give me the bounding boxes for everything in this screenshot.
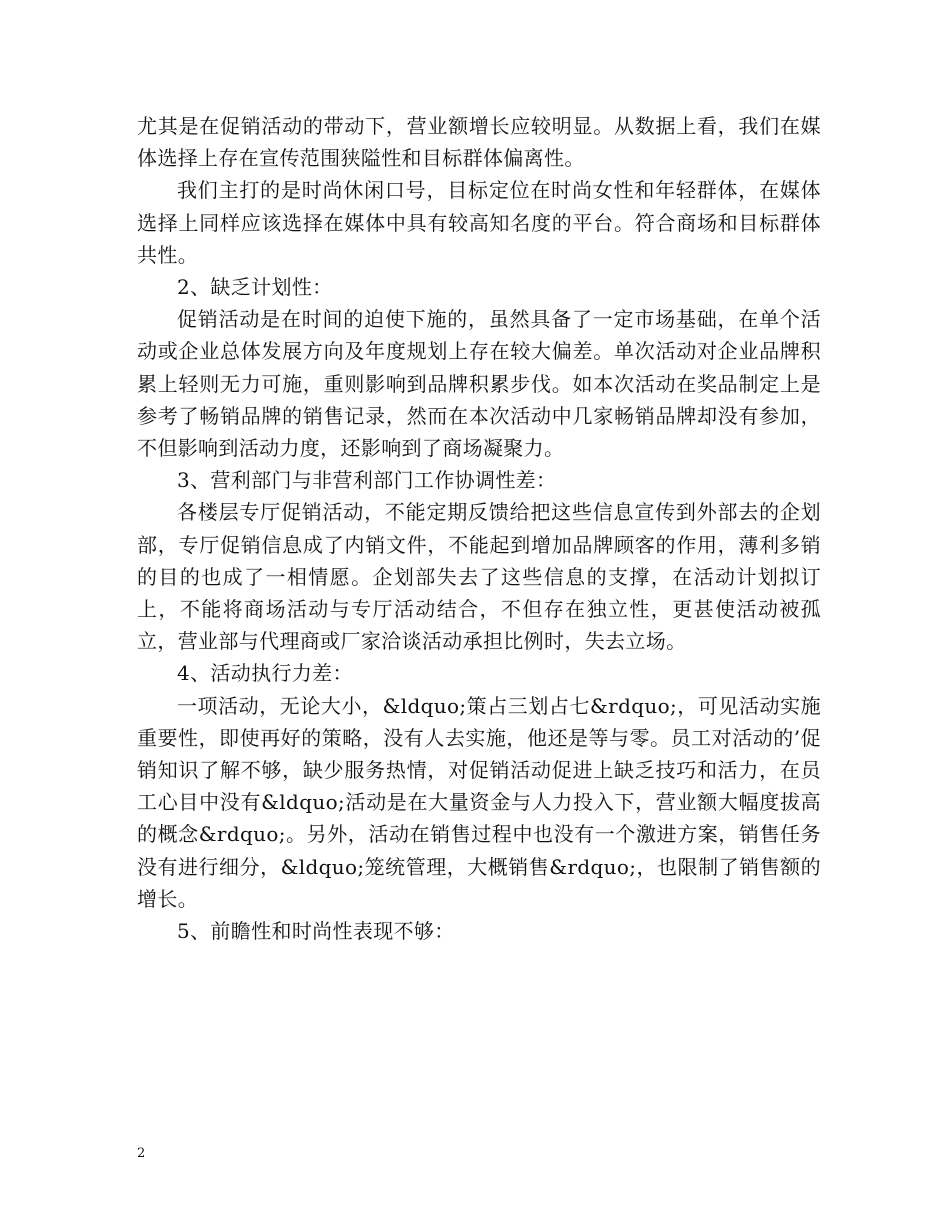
paragraph-4: 各楼层专厅促销活动，不能定期反馈给把这些信息宣传到外部去的企划部，专厅促销信息成了内销文件，不能起到增加品牌顾客的作用，薄利多销的目的也成了一相情愿。企划部失去了这些信息的支撑，在活动计划拟订上，不能将商场活动与专厅活动结合，不但存在独立性，更甚使活动被孤立，营业部与代理商或厂家洽谈活动承担比例时，失去立场。 [137,500,821,654]
paragraph-3: 促销活动是在时间的迫使下施的，虽然具备了一定市场基础，在单个活动或企业总体发展方向及年度规划上存在较大偏差。单次活动对企业品牌积累上轻则无力可施，重则影响到品牌积累步伐。如本次活动在奖品制定上是参考了畅销品牌的销售记录，然而在本次活动中几家畅销品牌却没有参加，不但影响到活动力度，还影响到了商场凝聚力。 [137,307,821,461]
paragraph-1: 尤其是在促销活动的带动下，营业额增长应较明显。从数据上看，我们在媒体选择上存在宣传范围狭隘性和目标群体偏离性。 [137,114,821,171]
section-heading-5: 5、前瞻性和时尚性表现不够： [177,919,455,944]
section-heading-3: 3、营利部门与非营利部门工作协调性差： [177,468,557,493]
section-heading-4: 4、活动执行力差： [177,661,353,686]
paragraph-2: 我们主打的是时尚休闲口号，目标定位在时尚女性和年轻群体，在媒体选择上同样应该选择在媒体中具有较高知名度的平台。符合商场和目标群体共性。 [137,178,821,267]
paragraph-5: 一项活动，无论大小，&ldquo;策占三划占七&rdquo;，可见活动实施重要性，即使再好的策略，没有人去实施，他还是等与零。员工对活动的’促销知识了解不够，缺少服务热情，对促销活动促进上缺乏技巧和活力，在员工心目中没有&ldquo;活动是在大量资金与人力投入下，营业额大幅度拔高的概念&rdquo;。另外，活动在销售过程中也没有一个激进方案，销售任务没有进行细分，&ldquo;笼统管理，大概销售&rdquo;，也限制了销售额的增长。 [137,693,821,911]
page-number: 2 [137,1146,146,1161]
document-body [137,110,821,947]
section-heading-2: 2、缺乏计划性： [177,275,333,300]
